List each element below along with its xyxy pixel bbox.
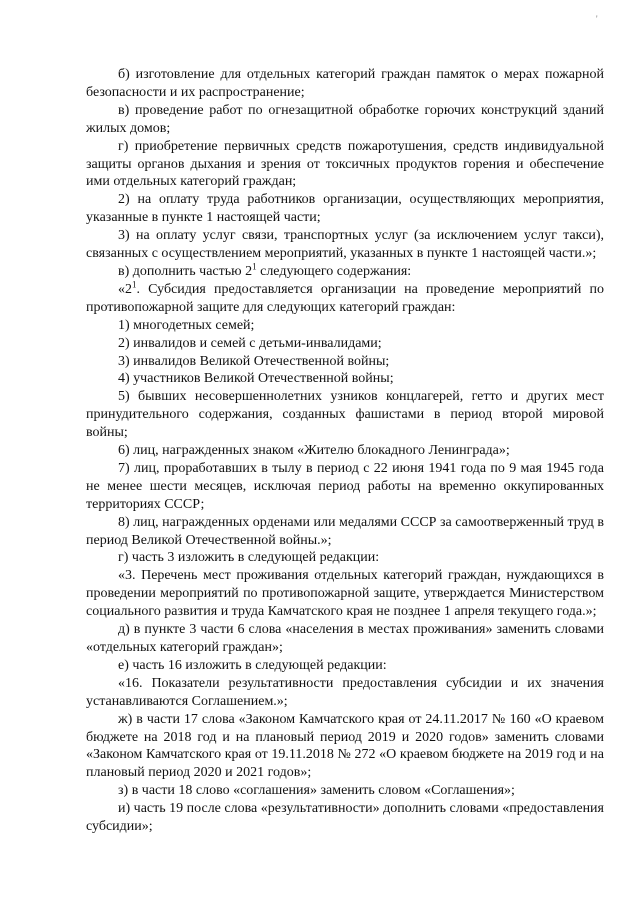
paragraph-v-before: в) дополнить частью 2 bbox=[118, 263, 253, 279]
paragraph: е) часть 16 изложить в следующей редакции: bbox=[118, 657, 387, 673]
quote-before: «2 bbox=[118, 281, 132, 297]
paragraph: 2) на оплату труда работников организации, осуществляющих мероприятия, указанные в пункте 1 настоящей части; bbox=[86, 192, 604, 226]
superscript: 1 bbox=[132, 279, 137, 290]
paragraph: 7) лиц, проработавших в тылу в период с 22 июня 1941 года по 9 мая 1945 года не менее шести месяцев, исключая период работы на временно оккупированных территориях СССР; bbox=[86, 460, 604, 512]
paragraph: з) в части 18 слово «соглашения» заменить словом «Соглашения»; bbox=[118, 783, 515, 799]
paragraph: 5) бывших несовершеннолетних узников концлагерей, гетто и других мест принудительного содержания, созданных фашистами в период второй мировой войны; bbox=[86, 389, 604, 441]
paragraph: 8) лиц, награжденных орденами или медалями СССР за самоотверженный труд в период Великой Отечественной войны.»; bbox=[86, 514, 604, 548]
paragraph-v-after: следующего содержания: bbox=[256, 263, 412, 279]
paragraph: 4) участников Великой Отечественной войны; bbox=[118, 371, 394, 387]
page-mark: ' bbox=[596, 14, 598, 24]
paragraph: 2) инвалидов и семей с детьми-инвалидами; bbox=[118, 335, 382, 351]
paragraph: г) часть 3 изложить в следующей редакции: bbox=[118, 550, 380, 566]
paragraph: ж) в части 17 слова «Законом Камчатского края от 24.11.2017 № 160 «О краевом бюджете на 2018 год и на плановый период 2019 и 2020 годов» заменить словами «Законом Камчатского края от 19.11.2018 № 272 «О краевом бюджете на 2019 год и на плановый период 2020 и 2021 годов»; bbox=[86, 711, 604, 781]
paragraph-v-addition bbox=[86, 263, 604, 281]
paragraph: 6) лиц, награжденных знаком «Жителю блокадного Ленинграда»; bbox=[118, 443, 510, 459]
paragraph: 3) инвалидов Великой Отечественной войны; bbox=[118, 353, 390, 369]
paragraph: в) проведение работ по огнезащитной обработке горючих конструкций зданий жилых домов; bbox=[86, 102, 604, 136]
paragraph-quote-2-1 bbox=[86, 281, 604, 317]
paragraph: 3) на оплату услуг связи, транспортных услуг (за исключением услуг такси), связанных с осуществлением мероприятий, указанных в пункте 1 настоящей части.»; bbox=[86, 228, 604, 262]
paragraph: 1) многодетных семей; bbox=[118, 317, 255, 333]
paragraph: «16. Показатели результативности предоставления субсидии и их значения устанавливаются Соглашением.»; bbox=[86, 675, 604, 709]
document-body bbox=[86, 66, 604, 836]
superscript: 1 bbox=[252, 261, 257, 272]
paragraph: г) приобретение первичных средств пожаротушения, средств индивидуальной защиты органов дыхания и зрения от токсичных продуктов горения и обеспечение ими отдельных категорий граждан; bbox=[86, 138, 604, 190]
paragraph: и) часть 19 после слова «результативности» дополнить словами «предоставления субсидии»; bbox=[86, 801, 604, 835]
quote-after: . Субсидия предоставляется организации на проведение мероприятий по противопожарной защите для следующих категорий граждан: bbox=[86, 281, 604, 315]
paragraph: «3. Перечень мест проживания отдельных категорий граждан, нуждающихся в проведении мероприятий по противопожарной защите, утверждается Министерством социального развития и труда Камчатского края не позднее 1 апреля текущего года.»; bbox=[86, 568, 604, 620]
paragraph: д) в пункте 3 части 6 слова «населения в местах проживания» заменить словами «отдельных категорий граждан»; bbox=[86, 622, 604, 655]
paragraph: б) изготовление для отдельных категорий граждан памяток о мерах пожарной безопасности и их распространение; bbox=[86, 67, 604, 100]
